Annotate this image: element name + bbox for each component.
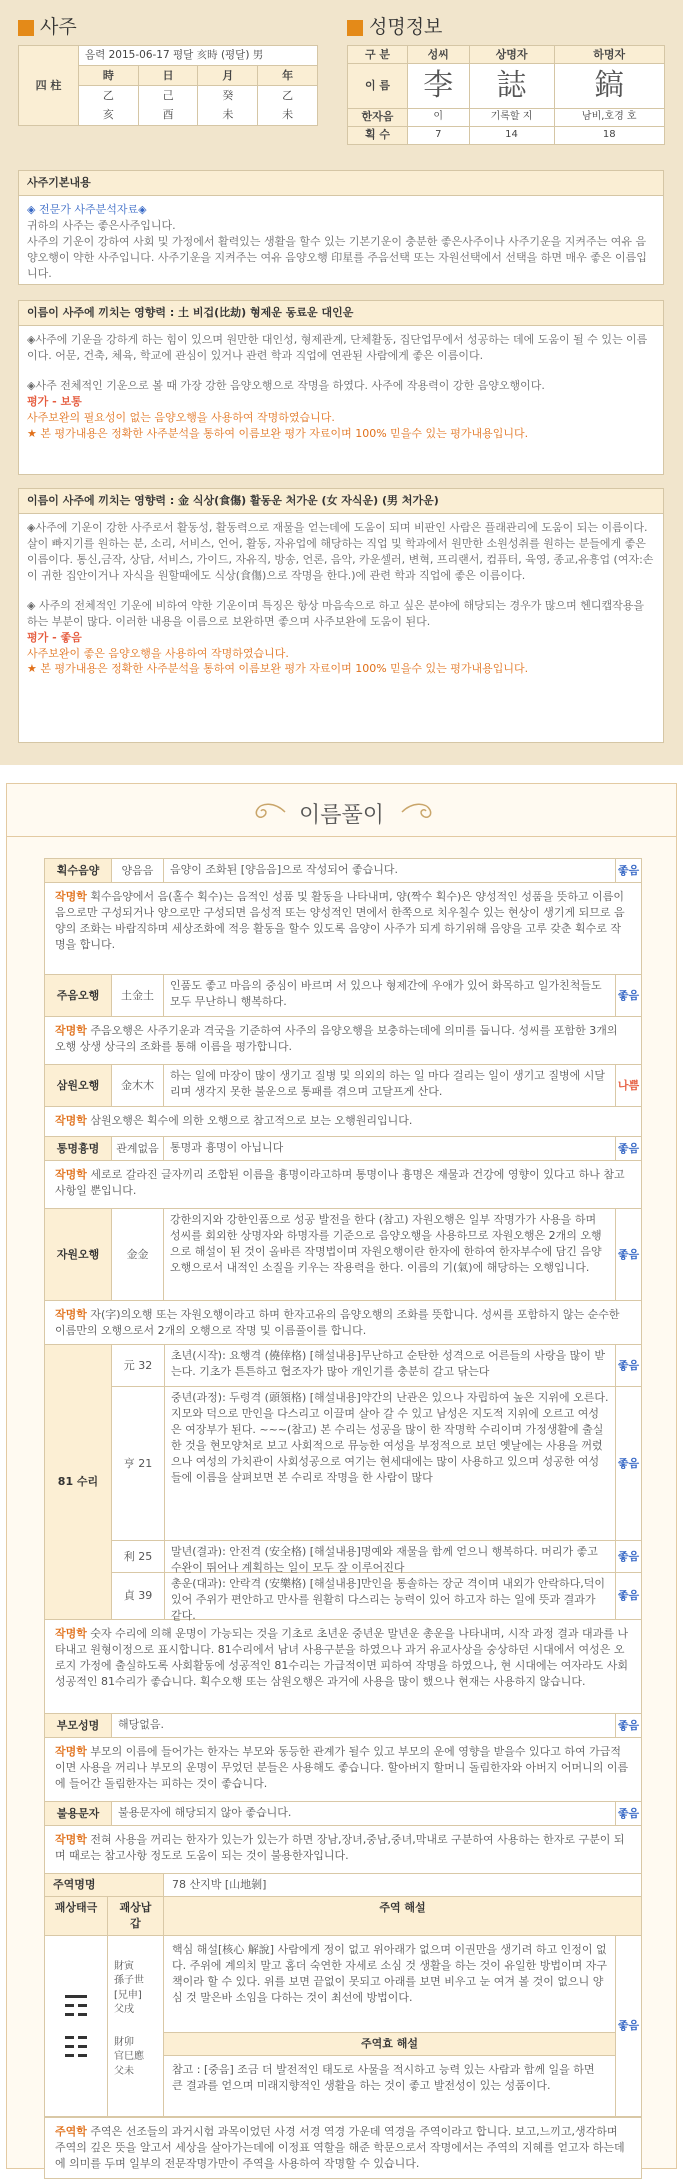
saju-branch: 未	[198, 106, 258, 126]
juyeok-header: 괘상납갑	[107, 1897, 163, 1935]
seong-header: 상명자	[469, 46, 554, 64]
row-samwon-ohaeng	[44, 1064, 642, 1106]
row-desc: 음양이 조화된 [양음음]으로 작성되어 좋습니다.	[163, 859, 615, 882]
note-text: 숫자 수리에 의해 운명이 가능되는 것을 기초로 초년운 중년운 말년운 총운을 나타내며, 시작 과정 결과 대과를 나타내고 원형이정으로 표시합니다. 81수리에서 남녀 사용구분을 하였으나 과거 유교사상을 숭상하던 시대에서 여성은 오로지 가정에 출실하도록 사회활동에 성공적인 81수리는 가급적이면 피하여 작명을 하였으나, 현 시대에는 여자라도 사회성공적인 81수리가 좋습니다. 획수오행 또는 삼원오행은 과거에 사용을 많이 했으나 현재는 사용하지 않습니다.	[55, 1627, 628, 1688]
suri-row	[111, 1573, 641, 1622]
saju-stem: 乙	[258, 86, 318, 106]
note	[44, 1619, 642, 1713]
box-line: 귀하의 사주는 좋은사주입니다.	[27, 218, 176, 232]
suri-text: 초년(시작): 요행격 (僥倖格) [해설내용]무난하고 순탄한 성격으로 어른들의 사랑을 많이 받는다. 기초가 튼튼하고 협조자가 많아 개인기를 충분히 갈고 닦는다	[164, 1345, 615, 1386]
suri-label: 亨 21	[123, 1456, 153, 1470]
note-tag: 작명학	[55, 1745, 87, 1758]
row-key: 부모성명	[45, 1714, 111, 1737]
note	[44, 1737, 642, 1801]
note	[44, 2117, 642, 2179]
name-char: 誌	[469, 64, 554, 109]
saju-stem: 己	[138, 86, 198, 106]
row-key: 81 수리	[45, 1345, 111, 1619]
row-key: 삼원오행	[45, 1065, 111, 1106]
seongmyeong-table	[347, 45, 665, 145]
saju-row-label: 四 柱	[19, 46, 79, 126]
grade-note: ★ 본 평가내용은 정확한 사주분석을 통하여 이름보완 평가 자료이며 100% 믿을수 있는 평가내용입니다.	[27, 662, 529, 676]
saju-branch: 未	[258, 106, 318, 126]
row-key: 불용문자	[45, 1802, 111, 1825]
note-text: 주역은 선조들의 과거시험 과목이었던 사경 서경 역경 가운데 역경을 주역이라고 합니다. 보고,느끼고,생각하며 주역의 깊은 뜻을 알고서 세상을 살아가는데에 이정표 역할을 해준 학문으로서 작명에서는 주역의 지혜를 얻고자 하는데에 의미를 두며 일부의 전문작명가만이 주역을 사용하여 작명할 수 있습니다.	[55, 2124, 625, 2170]
hanja-reading: 기록할 지	[469, 108, 554, 126]
note-tag: 작명학	[55, 1627, 87, 1640]
box-para: ◈사주에 기운이 강한 사주로서 활동성, 활동력으로 재물을 얻는데에 도움이 되며 비판인 사람은 플래관리에 도움이 되는 이름이다. 살이 빠지기를 원하는 분, 소리, 서비스, 언어, 활동, 자유업에 해당하는 직업 및 학과에서 원만한 소원성취를 원하는 분들에게 좋은 이름이다. 통신,금작, 상담, 서비스, 가이드, 자유직, 방송, 언론, 음악, 카운셀러, 변혁, 프리랜서, 컴퓨터, 육영, 종교,유흥업 (여자:손이 귀한 집안이거나 자식을 원할때에도 식상(食傷)으로 작명을 한다.)에 관련 학과 직업에 좋은 이름이다.	[27, 520, 654, 582]
naming-title: 이름풀이	[298, 803, 384, 828]
saju-heading	[18, 14, 77, 42]
saju-info: 음력 2015-06-17 평달 亥時 (평달) 男	[79, 46, 318, 66]
nagap-item: 官巳應	[114, 2051, 144, 2063]
row-key: 통명흉명	[45, 1137, 111, 1160]
suri-label: 元 32	[123, 1358, 153, 1372]
saju-header: 日	[138, 66, 198, 86]
box-title: 이름이 사주에 끼치는 영향력 : 金 식상(食傷) 활동운 처가운 (女 자식운) (男 처가운)	[19, 489, 663, 514]
name-char: 李	[408, 64, 470, 109]
box-para: ◈사주에 기운을 강하게 하는 힘이 있으며 원만한 대인성, 형제관계, 단체활동, 집단업무에서 성공하는 데에 도움이 될 수 있는 이름이다. 어문, 건축, 체육, 학교에 관심이 있거나 관련 학과 직업에 연관된 사람에게 좋은 이름이다.	[27, 332, 648, 362]
row-value: 관계없음	[111, 1137, 163, 1160]
ornament-right-icon	[400, 798, 440, 826]
saju-header: 時	[79, 66, 139, 86]
row-bumo-seongmyeong	[44, 1713, 642, 1737]
nagap-list	[107, 1936, 163, 2116]
nagap-item: 孫子世	[114, 1975, 144, 1987]
row-value: 양음음	[111, 859, 163, 882]
row-value: 土金土	[111, 975, 163, 1016]
saju-panel	[0, 0, 683, 765]
note-text: 자(字)의오행 또는 자원오행이라고 하며 한자고유의 음양오행의 조화를 뜻합니다. 성씨를 포함하지 않는 순수한 이름만의 오행으로서 2개의 오행으로 작명 및 이름풀이를 합니다.	[55, 1308, 620, 1337]
row-desc: 해당없음.	[111, 1714, 615, 1737]
bullet-square-icon	[347, 20, 363, 36]
saju-stem: 乙	[79, 86, 139, 106]
juyeok-text: 핵심 해설[核心 解說] 사람에게 정이 없고 위아래가 없으며 이권만을 생기려 하고 인정이 없다. 주위에 계의치 말고 홈더 숙연한 자세로 소심 것 생활을 하는 것이 유일한 방법이며 자구책이라 할 수 있다. 위를 보면 끝없이 못되고 아래를 보면 비우고 눈 여겨 볼 것이 없으니 양심 것 말은바 소임을 다하는 것이 최선에 방법이다.	[172, 1942, 607, 2004]
row-grade: 나쁨	[615, 1065, 641, 1106]
row-value: 金木木	[111, 1065, 163, 1106]
row-desc: 불용문자에 해당되지 않아 좋습니다.	[111, 1802, 615, 1825]
stroke-count: 7	[408, 126, 470, 144]
box-line: ◈ 전문가 사주분석자료◈	[27, 202, 147, 216]
note	[44, 1160, 642, 1208]
row-grade: 좋음	[615, 975, 641, 1016]
row-desc: 통명과 흉명이 아닙니다	[163, 1137, 615, 1160]
nagap-item: 父戌	[114, 2004, 134, 2016]
note	[44, 1300, 642, 1344]
influence-box-1	[18, 300, 664, 475]
stroke-count: 14	[469, 126, 554, 144]
suri-text: 말년(결과): 안전격 (安全格) [해설내용]명예와 재물을 함께 얻으니 행복하다. 머리가 좋고 수완이 뛰어나 계획하는 일이 모두 잘 이루어진다	[164, 1541, 615, 1572]
note-text: 세로로 갈라진 글자끼리 조합된 이름을 흉명이라고하며 통명이나 흉명은 재물과 건강에 영향이 있다고 하나 참고 사항일 뿐입니다.	[55, 1168, 625, 1197]
row-desc: 강한의지와 강한인품으로 성공 발전을 한다 (참고) 자원오행은 일부 작명가가 사용을 하며 성씨를 회외한 상명자와 하명자를 기준으로 음양오행을 사용하므로 자원오행은 2개의 오행으로 해설이 된 것이 올바른 작명법이며 자원오행이란 한자에 한하여 한자부수에 담긴 음양오행으로서 내적인 소질을 키우는 작용력을 한다. 이름의 기(氣)에 해당하는 오행입니다.	[163, 1209, 615, 1300]
suri-row	[111, 1345, 641, 1387]
saju-branch: 亥	[79, 106, 139, 126]
note-text: 획수음양에서 음(홀수 획수)는 음적인 성품 및 활동을 나타내며, 양(짝수 획수)은 양성적인 성품을 뜻하고 이름이 음으로만 구성되거나 양으로만 구성되면 음성적 또는 양성적인 면에서 한쪽으로 치우칠수 있는 현상이 생기게 되므로 음양의 조화는 바람직하며 세상조화에 적응 활동을 할수 있도록 음양이 사주가 되게 하기위해 음양을 고루 갖춘 획수로 작명을 합니다.	[55, 890, 625, 951]
row-key: 자원오행	[45, 1209, 111, 1300]
juyeok-header: 괘상태극	[54, 1900, 98, 1914]
grade: 평가 - 보통	[27, 394, 82, 408]
juyeok-key: 주역명명	[45, 1874, 163, 1896]
seongmyeong-heading	[347, 14, 442, 42]
row-grade: 좋음	[615, 1209, 641, 1300]
row-grade: 좋음	[615, 1345, 641, 1386]
box-title: 이름이 사주에 끼치는 영향력 : 土 비겁(比劫) 형제운 동료운 대인운	[19, 301, 663, 326]
row-grade: 좋음	[615, 1573, 641, 1619]
note	[44, 1825, 642, 1873]
suri-label: 貞 39	[123, 1589, 153, 1603]
row-grade: 좋음	[615, 1137, 641, 1160]
hanja-reading: 이	[408, 108, 470, 126]
row-grade: 좋음	[615, 859, 641, 882]
juyeok-block	[44, 1873, 642, 2117]
row-key: 주음오행	[45, 975, 111, 1016]
note-tag: 작명학	[55, 1833, 87, 1846]
box-line: 사주의 기운이 강하여 사회 및 가정에서 활력있는 생활을 할수 있는 기본기운이 충분한 좋은사주이나 사주기운을 지켜주는 여유 음양오행이 약한 사주입니다. 사주기운을 지켜주는 여유 음양오행 印星를 주음선택 또는 자원선택에서 선택을 하면 매우 좋은 이름입니다.	[27, 234, 647, 280]
row-grade: 좋음	[615, 1714, 641, 1737]
seong-header: 성씨	[408, 46, 470, 64]
note-text: 삼원오행은 획수에 의한 오행으로 참고적으로 보는 오행원리입니다.	[86, 1114, 413, 1127]
row-desc: 하는 일에 마장이 많이 생기고 질병 및 의외의 하는 일 마다 걸리는 일이 생기고 질병에 시달리며 생각지 못한 불운으로 통패를 겪으며 고달프게 산다.	[163, 1065, 615, 1106]
seong-header: 하명자	[554, 46, 665, 64]
nagap-item: 財寅	[114, 1960, 134, 1972]
stroke-count: 18	[554, 126, 665, 144]
nagap-item: 父未	[114, 2065, 134, 2077]
note	[44, 1106, 642, 1136]
note-tag: 작명학	[55, 1168, 87, 1181]
name-char: 鎬	[554, 64, 665, 109]
hexagram-icon	[45, 1936, 107, 2116]
suri-text: 중년(과정): 두령격 (頭領格) [해설내용]약간의 난관은 있으나 자립하여 높은 지위에 오른다. 지모와 덕으로 만인을 다스리고 이끌며 살아 갈 수 있고 남성은 지도적 지위에 오르고 여성은 여장부가 된다. ~~~(참고) 본 수리는 성공을 많이 한 작명학 수리이며 가정생활에 출실한 것을 현모양처로 보고 사회적으로 뮤능한 여성을 부정적으로 보던 옛날에는 사용을 꺼렸으나 여성의 가치관이 사회성공으로 여기는 현세대에는 많이 사용하고 있으며 성공한 여성들에 이름을 살펴보면 본 수리로 작명을 한 사람이 많다	[164, 1387, 615, 1540]
influence-box-2	[18, 488, 664, 743]
box-title: 사주기본내용	[19, 171, 663, 196]
note-text: 전혀 사용을 꺼리는 한자가 있는가 있는가 하면 장남,장녀,중남,중녀,막내로 구분하여 사용하는 한자로 구분이 되며 때로는 참고사항 정도로 도움이 되는 것이 불용한자입니다.	[55, 1833, 625, 1862]
hanja-label: 한자음	[348, 108, 408, 126]
grade-note: 사주보완이 좋은 음양오행을 사용하여 작명하였습니다.	[27, 646, 289, 660]
row-key: 획수음양	[45, 859, 111, 882]
juyeok-header: 주역 해설	[163, 1897, 641, 1935]
stroke-label: 획 수	[348, 126, 408, 144]
row-tongmyeong	[44, 1136, 642, 1160]
note-text: 부모의 이름에 들어가는 한자는 부모와 동등한 관계가 될수 있고 부모의 운에 영향을 받을수 있다고 하여 가급적이면 사용을 꺼리나 부모의 운명이 무었던 분들은 사용해도 좋습니다. 할아버지 할머니 돌림한자와 아버지 어머니의 이름에 들어간 돌림한자는 피하는 것이 좋습니다.	[55, 1745, 629, 1790]
name-label: 이 름	[348, 64, 408, 109]
note-tag: 작명학	[55, 890, 87, 903]
box-para: ◈사주 전체적인 기운으로 볼 때 가장 강한 음양오행으로 작명을 하였다. 사주에 작용력이 강한 음양오행이다.	[27, 378, 545, 392]
saju-basic-box	[18, 170, 664, 285]
nagap-item: [兄申]	[114, 1989, 142, 2001]
saju-stem: 癸	[198, 86, 258, 106]
note	[44, 1016, 642, 1064]
bullet-square-icon	[18, 20, 34, 36]
row-grade: 좋음	[615, 1802, 641, 1825]
row-desc: 인품도 좋고 마음의 중심이 바르며 서 있으나 형제간에 우애가 있어 화목하고 일가친척들도 모두 무난하니 행복하다.	[163, 975, 615, 1016]
saju-table	[18, 45, 318, 126]
juyeok-hyo-text: 참고 : [중음] 조금 더 발전적인 태도로 사물을 적시하고 능력 있는 사람과 함께 일을 하면 큰 결과를 얻으며 미래지향적인 생활을 하는 것이 좋고 발전성이 있는 성품이다.	[172, 2062, 595, 2092]
juyeok-value: 78 산지박 [山地剝]	[163, 1874, 641, 1896]
grade-note: 사주보완의 필요성이 없는 음양오행을 사용하여 작명하였습니다.	[27, 410, 335, 424]
note-tag: 주역학	[55, 2124, 87, 2138]
note-tag: 작명학	[55, 1114, 87, 1127]
saju-header: 月	[198, 66, 258, 86]
grade: 평가 - 좋음	[27, 630, 82, 644]
note-text: 주음오행은 사주기운과 격국을 기준하여 사주의 음양오행을 보충하는데에 의미를 둡니다. 성씨를 포함한 3개의 오행 상생 상극의 조화를 통해 이름을 평가합니다.	[55, 1024, 618, 1053]
suri-label: 利 25	[123, 1549, 153, 1563]
title-divider	[7, 836, 676, 837]
nagap-item: 財卯	[114, 2036, 134, 2048]
hanja-reading: 남비,호경 호	[554, 108, 665, 126]
row-grade: 좋음	[615, 1387, 641, 1540]
saju-header: 年	[258, 66, 318, 86]
row-grade: 좋음	[615, 1936, 641, 2116]
row-grade: 좋음	[615, 1541, 641, 1572]
suri-text: 총운(대과): 안락격 (安樂格) [해설내용]만인을 통솔하는 장군 격이며 내외가 안락하다,덕이 있어 주위가 편안하고 만사를 원활히 다스리는 능력이 있어 하고자 하는 일에 뜻과 결과가 같다.	[164, 1573, 615, 1619]
row-jueum-ohaeng	[44, 974, 642, 1016]
naming-panel	[6, 783, 677, 2169]
row-jawon-ohaeng	[44, 1208, 642, 1300]
saju-title: 사주	[40, 16, 77, 38]
row-value: 金金	[111, 1209, 163, 1300]
row-bulyong-munja	[44, 1801, 642, 1825]
note-tag: 작명학	[55, 1024, 87, 1037]
grade-note: ★ 본 평가내용은 정확한 사주분석을 통하여 이름보완 평가 자료이며 100% 믿을수 있는 평가내용입니다.	[27, 426, 529, 440]
note-tag: 작명학	[55, 1308, 87, 1321]
juyeok-header: 주역효 해설	[164, 2032, 615, 2056]
seongmyeong-title: 성명정보	[369, 16, 443, 38]
suri-row	[111, 1387, 641, 1541]
row-hoeksu-eumyang	[44, 858, 642, 882]
seong-header: 구 분	[348, 46, 408, 64]
suri-row	[111, 1541, 641, 1573]
saju-branch: 酉	[138, 106, 198, 126]
row-81-suri	[44, 1344, 642, 1622]
note	[44, 882, 642, 974]
box-para: ◈ 사주의 전체적인 기운에 비하여 약한 기운이며 특징은 항상 마음속으로 하고 싶은 분야에 해당되는 경우가 많으며 헨디캡작용을 하는 부분이 많다. 이러한 내용을 이름으로 보완하면 좋으며 사주보완에 도움이 된다.	[27, 598, 644, 628]
